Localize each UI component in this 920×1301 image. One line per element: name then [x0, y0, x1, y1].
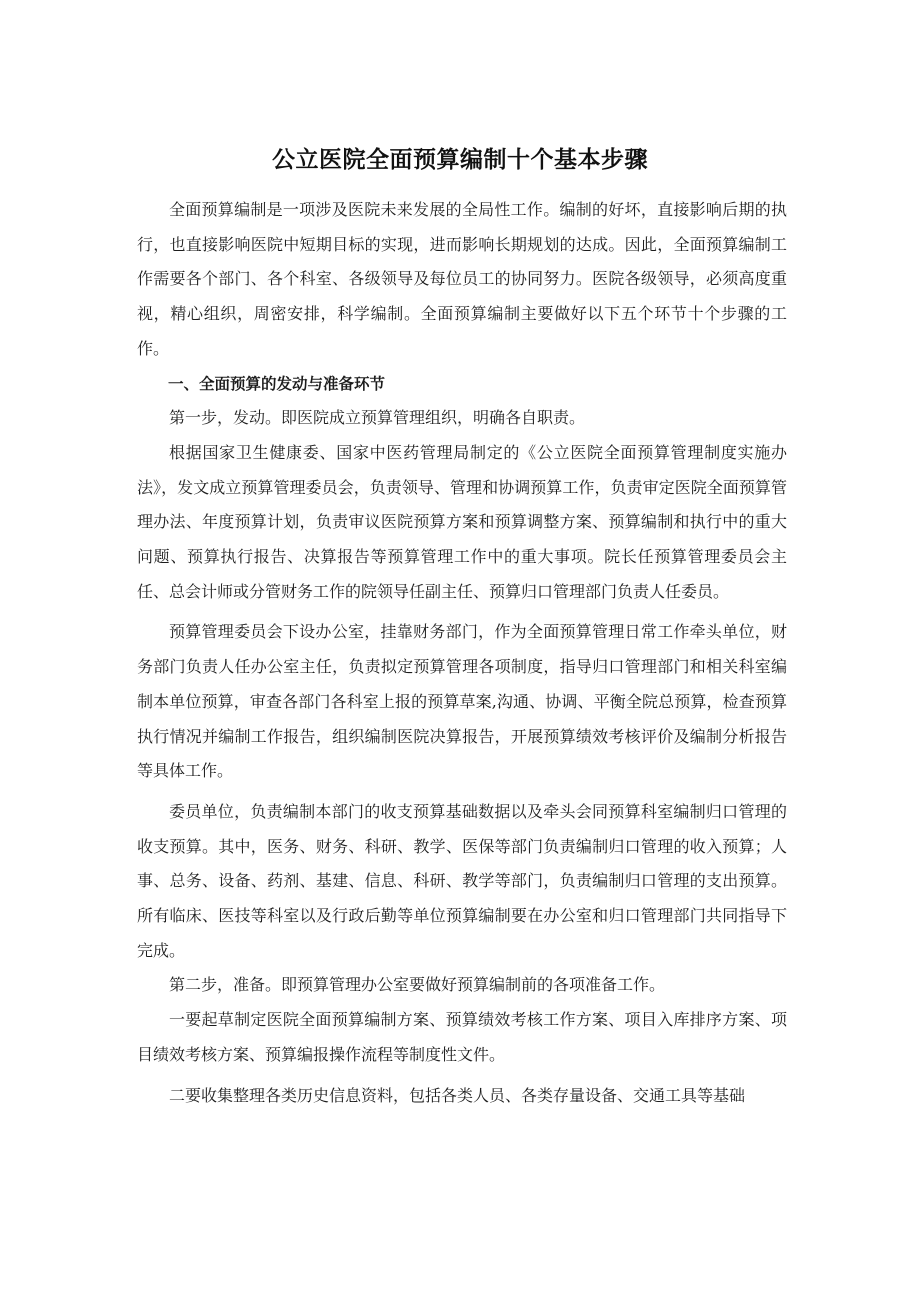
body-paragraph: 委员单位，负责编制本部门的收支预算基础数据以及牵头会同预算科室编制归口管理的收支预算。其中，医务、财务、科研、教学、医保等部门负责编制归口管理的收入预算；人事、总务、设备、药剂、基建、信息、科研、教学等部门，负责编制归口管理的支出预算。所有临床、医技等科室以及行政后勤等单位预算编制要在办公室和归口管理部门共同指导下完成。 — [137, 801, 787, 960]
body-paragraph: 预算管理委员会下设办公室，挂靠财务部门，作为全面预算管理日常工作牵头单位，财务部门负责人任办公室主任，负责拟定预算管理各项制度，指导归口管理部门和相关科室编制本单位预算，审查各部门各科室上报的预算草案,沟通、协调、平衡全院总预算，检查预算执行情况并编制工作报告，组织编制医院决算报告，开展预算绩效考核评价及编制分析报告等具体工作。 — [137, 622, 787, 781]
intro-paragraph: 全面预算编制是一项涉及医院未来发展的全局性工作。编制的好坏，直接影响后期的执行，也直接影响医院中短期目标的实现，进而影响长期规划的达成。因此，全面预算编制工作需要各个部门、各个科室、各级领导及每位员工的协同努力。医院各级领导，必须高度重视，精心组织，周密安排，科学编制。全面预算编制主要做好以下五个环节十个步骤的工作。 — [137, 200, 787, 358]
body-paragraph: 根据国家卫生健康委、国家中医药管理局制定的《公立医院全面预算管理制度实施办法》，发文成立预算管理委员会，负责领导、管理和协调预算工作，负责审定医院全面预算管理办法、年度预算计划，负责审议医院预算方案和预算调整方案、预算编制和执行中的重大问题、预算执行报告、决算报告等预算管理工作中的重大事项。院长任预算管理委员会主任、总会计师或分管财务工作的院领导任副主任、预算归口管理部门负责人任委员。 — [137, 442, 787, 601]
step-one-heading: 第一步，发动。即医院成立预算管理组织，明确各自职责。 — [169, 408, 586, 428]
body-paragraph: 一要起草制定医院全面预算编制方案、预算绩效考核工作方案、项目入库排序方案、项目绩效考核方案、预算编报操作流程等制度性文件。 — [137, 1010, 787, 1064]
body-paragraph: 二要收集整理各类历史信息资料，包括各类人员、各类存量设备、交通工具等基础 — [169, 1085, 746, 1105]
section-heading: 一、全面预算的发动与准备环节 — [168, 374, 386, 393]
document-title: 公立医院全面预算编制十个基本步骤 — [272, 147, 648, 174]
step-two-heading: 第二步，准备。即预算管理办公室要做好预算编制前的各项准备工作。 — [169, 975, 666, 995]
document-body — [137, 193, 787, 1113]
